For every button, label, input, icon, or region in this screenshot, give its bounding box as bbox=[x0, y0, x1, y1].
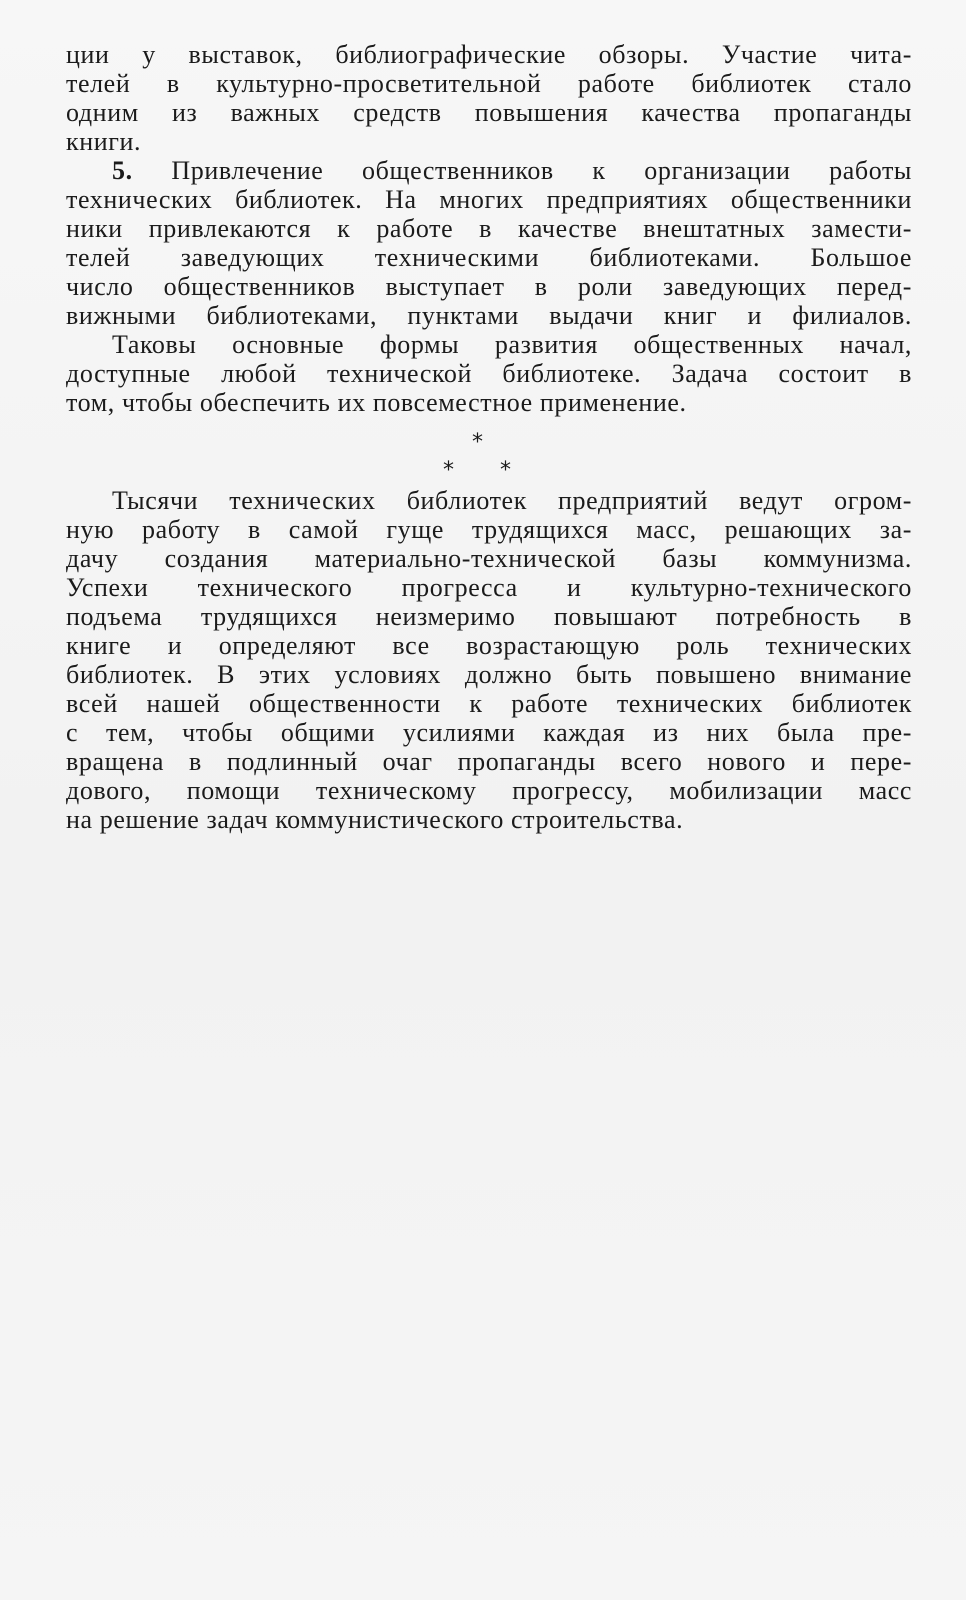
text-line: дачу создания материально-технической базы коммунизма. bbox=[66, 544, 912, 573]
text-line: подъема трудящихся неизмеримо повышают потребность в bbox=[66, 602, 912, 631]
text-line: дового, помощи техническому прогрессу, мобилизации масс bbox=[66, 776, 912, 805]
text-line: вижными библиотеками, пунктами выдачи книг и филиалов. bbox=[66, 301, 912, 330]
text-line: ную работу в самой гуще трудящихся масс, решающих за- bbox=[66, 515, 912, 544]
text-line: книге и определяют все возрастающую роль технических bbox=[66, 631, 912, 660]
text-line-fragment: Привлечение общественников к организации работы bbox=[132, 156, 912, 185]
text-line: на решение задач коммунистического строительства. bbox=[66, 805, 684, 834]
text-line: вращена в подлинный очаг пропаганды всего нового и пере- bbox=[66, 747, 912, 776]
text-line: библиотек. В этих условиях должно быть повышено внимание bbox=[66, 660, 912, 689]
text-line: телей в культурно-просветительной работе библиотек стало bbox=[66, 69, 912, 98]
separator-star: * bbox=[500, 458, 511, 483]
text-line: Тысячи технических библиотек предприятий ведут огром- bbox=[112, 486, 912, 515]
paragraph-2 bbox=[66, 156, 912, 330]
separator-star: * bbox=[443, 458, 454, 483]
paragraph-3 bbox=[66, 330, 912, 417]
text-line: ции у выставок, библиографические обзоры. Участие чита- bbox=[66, 40, 912, 69]
paragraph-1 bbox=[66, 40, 912, 156]
text-line: ники привлекаются к работе в качестве внештатных замести- bbox=[66, 214, 912, 243]
text-line: число общественников выступает в роли заведующих перед- bbox=[66, 272, 912, 301]
text-line: всей нашей общественности к работе технических библиотек bbox=[66, 689, 912, 718]
text-line: технических библиотек. На многих предприятиях общественники bbox=[66, 185, 912, 214]
text-line: том, чтобы обеспечить их повсеместное применение. bbox=[66, 388, 687, 417]
text-line: доступные любой технической библиотеке. Задача состоит в bbox=[66, 359, 912, 388]
text-line: одним из важных средств повышения качества пропаганды bbox=[66, 98, 912, 127]
text-line: книги. bbox=[66, 127, 142, 156]
text-line: с тем, чтобы общими усилиями каждая из них была пре- bbox=[66, 718, 912, 747]
paragraph-4 bbox=[66, 486, 912, 834]
separator-star: * bbox=[472, 430, 483, 455]
text-line: Успехи технического прогресса и культурно-технического bbox=[66, 573, 912, 602]
list-number: 5. bbox=[112, 156, 133, 185]
text-line bbox=[66, 156, 912, 185]
text-line: телей заведующих техническими библиотеками. Большое bbox=[66, 243, 912, 272]
text-line: Таковы основные формы развития общественных начал, bbox=[112, 330, 912, 359]
